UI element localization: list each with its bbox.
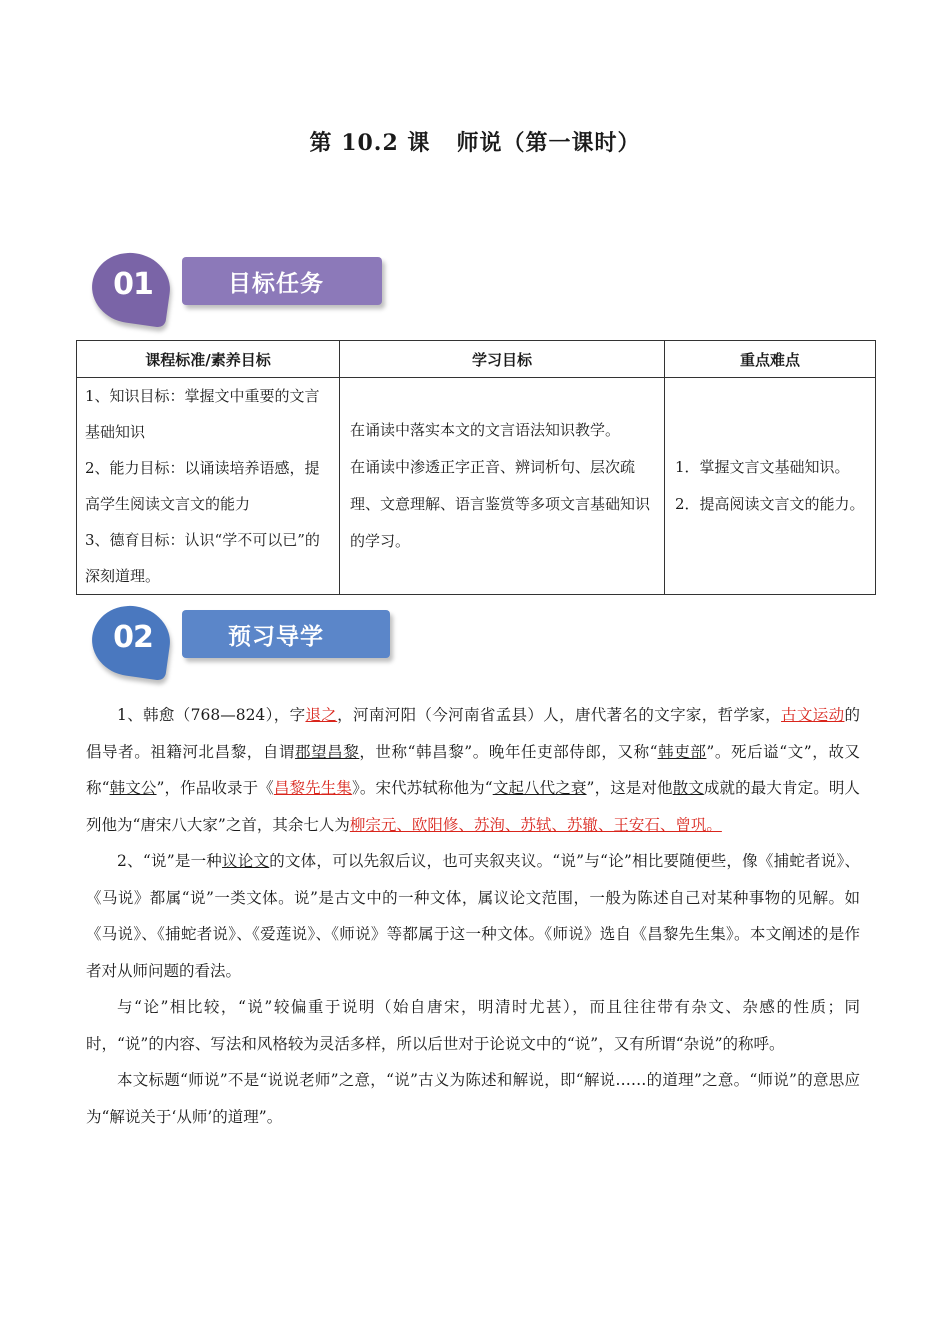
- text: ，河南河阳（今河南省孟县）人，唐代著名的文字家，哲学家，: [337, 706, 782, 724]
- underlined-term: 郡望昌黎: [295, 742, 360, 761]
- section-number: 01: [113, 267, 153, 302]
- table-header: 课程标准/素养目标: [77, 341, 340, 378]
- table-header-row: [77, 341, 876, 378]
- paragraph-author: [86, 697, 860, 843]
- text: 的文体，可以先叙后议，也可夹叙夹议。“说”与“论”相比要随便些，像《捕蛇者说》、《马说》都属“说”一类文体。说”是古文中的一种文体，属议论文范围，一般为陈述自己对某种事物的见解。如《马说》、《捕蛇者说》、《爱莲说》、《师说》等都属于这一种文体。《师说》选自《昌黎先生集》。本文阐述的是作者对从师问题的看法。: [86, 852, 860, 980]
- section-number: 02: [113, 620, 153, 655]
- preview-body: [86, 697, 860, 1135]
- learning-item: 在诵读中落实本文的文言语法知识教学。: [350, 421, 621, 439]
- section-label-bar: [182, 257, 382, 305]
- standard-item: 2、能力目标：以诵读培养语感，提高学生阅读文言文的能力: [85, 459, 320, 513]
- section-label-bar: [182, 610, 390, 658]
- text: ”。死后谥“文”，故又称“: [86, 742, 860, 797]
- text: ”，这是对他: [586, 779, 673, 797]
- standard-item: 3、德育目标：认识“学不可以已”的深刻道理。: [85, 531, 320, 585]
- paragraph-genre: [86, 843, 860, 989]
- table-row: [77, 378, 876, 595]
- highlight-term: 柳宗元、欧阳修、苏洵、苏轼、苏辙、王安石、曾巩。: [349, 815, 722, 834]
- underlined-term: 散文: [672, 779, 704, 797]
- lesson-title: 师说（第一课时）: [456, 130, 641, 156]
- table-header: 学习目标: [340, 341, 665, 378]
- text: ，世称“韩昌黎”。晚年任吏部侍郎，又称“: [359, 742, 658, 761]
- learning-cell: [340, 378, 665, 595]
- underlined-term: 议论文: [222, 852, 270, 870]
- paragraph-title-meaning: 本文标题“师说”不是“说说老师”之意，“说”古义为陈述和解说，即“解说……的道理”之意。“师说”的意思应为“解说关于‘从师’的道理”。: [86, 1071, 860, 1126]
- section-badge-preview: [92, 598, 392, 688]
- section-badge-goals: [92, 245, 392, 335]
- paragraph-comparison: 与“论”相比较，“说”较偏重于说明（始自唐宋，明清时尤甚），而且往往带有杂文、杂感的性质；同时，“说”的内容、写法和风格较为灵活多样，所以后世对于论说文中的“说”，又有所谓“杂说”的称呼。: [86, 998, 860, 1053]
- underlined-term: 韩文公: [109, 779, 157, 797]
- text: 》。宋代苏轼称他为“: [351, 779, 493, 797]
- lesson-number: 第 10.2 课: [309, 130, 431, 156]
- text: 成就的最大肯定。明人列他为“唐宋八大家”之首，其余七人为: [86, 779, 860, 834]
- highlight-term: 昌黎先生集: [273, 779, 352, 797]
- text: ”，作品收录于《: [156, 779, 274, 797]
- key-point-item: 1．掌握文言文基础知识。: [675, 458, 850, 476]
- text: 的倡导者。祖籍河北昌黎，自谓: [86, 706, 860, 761]
- standards-cell: [77, 378, 340, 595]
- section-label: 目标任务: [228, 271, 324, 297]
- standard-item: 1、知识目标：掌握文中重要的文言基础知识: [85, 387, 320, 441]
- table-header: 重点难点: [665, 341, 876, 378]
- section-label: 预习导学: [228, 624, 324, 650]
- underlined-term: 韩吏部: [657, 742, 707, 761]
- learning-item: 在诵读中渗透正字正音、辨词析句、层次疏理、文意理解、语言鉴赏等多项文言基础知识的学习。: [350, 458, 651, 550]
- highlight-term: 退之: [305, 706, 338, 724]
- text: 2、“说”是一种: [117, 852, 223, 870]
- underlined-term: 文起八代之衰: [492, 779, 587, 797]
- highlight-term: 古文运动: [781, 706, 845, 724]
- key-point-item: 2．提高阅读文言文的能力。: [675, 495, 865, 513]
- page-title: [0, 126, 950, 157]
- text: 1、韩愈（768—824），字: [117, 706, 306, 724]
- goals-table: [76, 340, 876, 595]
- key-points-cell: [665, 378, 876, 595]
